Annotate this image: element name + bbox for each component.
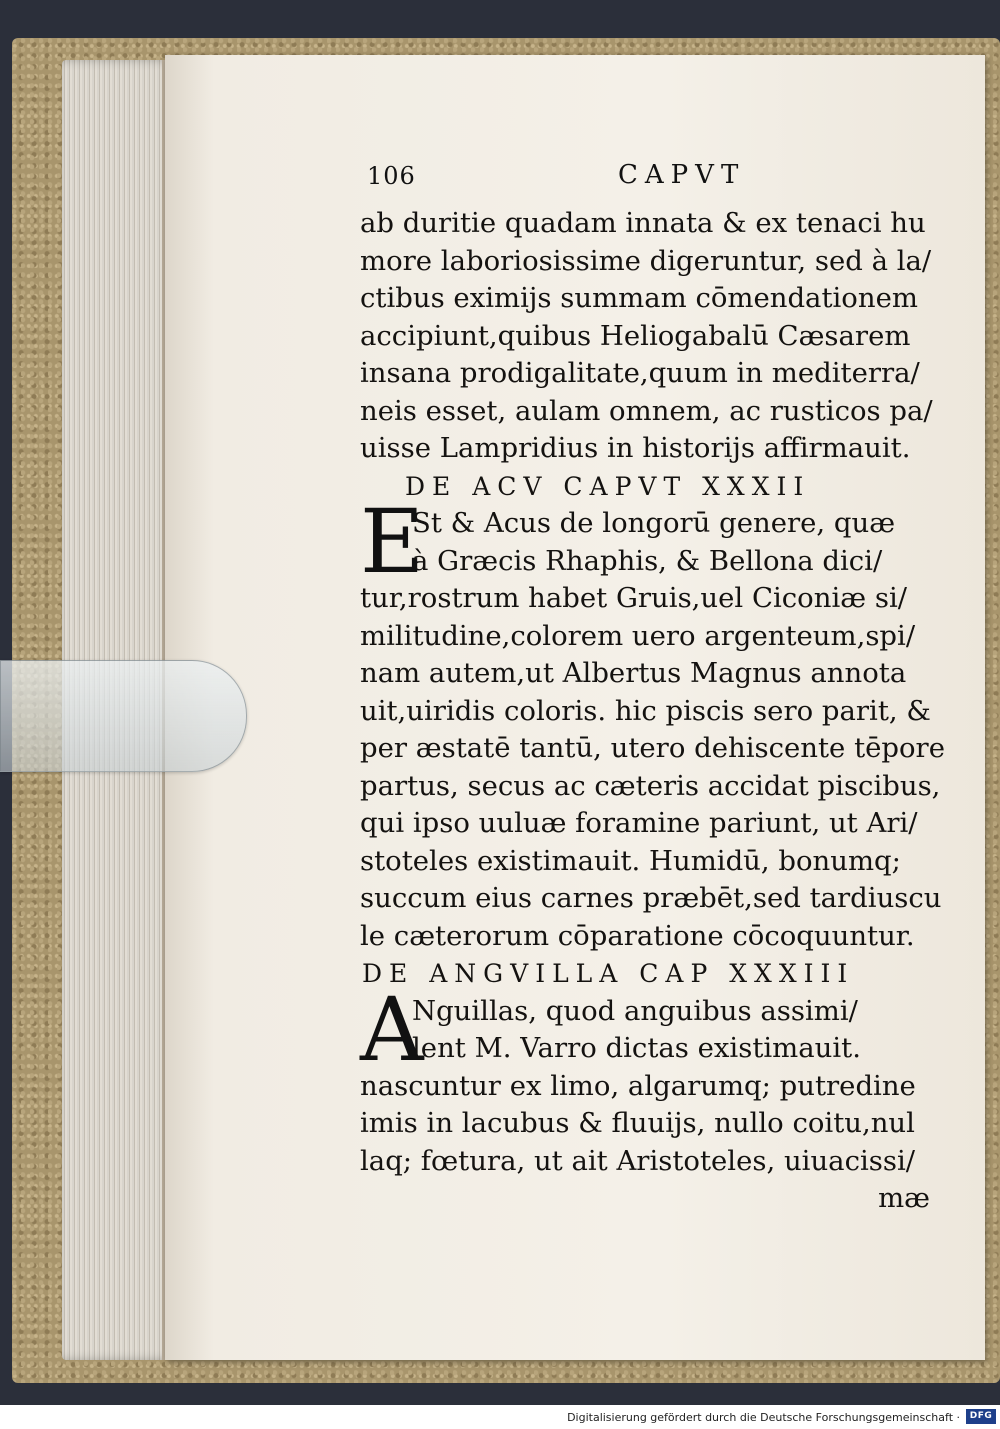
page-number: 106 (367, 162, 416, 190)
text-line: per æstatē tantū, utero dehiscente tēpore (360, 732, 945, 764)
text-line: ctibus eximijs summam cōmendationem (360, 282, 918, 314)
paragraph-3 (360, 977, 940, 1181)
text-line: partus, secus ac cæteris accidat piscibus, (360, 769, 941, 802)
text-line: more laboriosissime digeruntur, sed à la/ (360, 244, 932, 277)
chapter-heading-xxxii: DE ACV CAPVT XXXII (405, 471, 811, 501)
text-line: nam autem,ut Albertus Magnus annota (360, 657, 907, 689)
page-header (345, 160, 905, 200)
text-line: imis in lacubus & fluuijs, nullo coitu,nul (360, 1107, 915, 1139)
text-line: succum eius carnes præbēt,sed tardiuscu (360, 882, 942, 914)
text-line: uit,uiridis coloris. hic piscis sero parit, & (360, 694, 931, 727)
footer-bar (0, 1405, 1000, 1429)
funding-credit: Digitalisierung gefördert durch die Deutsche Forschungsgemeinschaft · (567, 1411, 960, 1424)
text-line: stoteles existimauit. Humidū, bonumq; (360, 844, 901, 877)
text-line: tur,rostrum habet Gruis,uel Ciconiæ si/ (360, 582, 908, 614)
bookmark-tab (0, 660, 247, 772)
drop-cap: E (360, 490, 425, 593)
paragraph-2 (360, 490, 945, 955)
text-line: St & Acus de longorū genere, quæ (412, 507, 896, 539)
chapter-heading-xxxiii: DE ANGVILLA CAP XXXIII (362, 959, 855, 988)
text-line: accipiunt,quibus Heliogabalū Cæsarem (360, 319, 911, 352)
paragraph-1 (360, 205, 940, 468)
text-block (360, 205, 945, 1218)
text-line: insana prodigalitate,quum in mediterra/ (360, 357, 920, 389)
text-line: qui ipso uuluæ foramine pariunt, ut Ari/ (360, 807, 918, 839)
catchword: mæ (878, 1182, 930, 1214)
text-line: le cæterorum cōparatione cōcoquuntur. (360, 919, 915, 952)
text-line: militudine,colorem uero argenteum,spi/ (360, 619, 916, 652)
text-line: lent M. Varro dictas existimauit. (412, 1032, 861, 1064)
dfg-logo-icon: DFG (966, 1409, 996, 1424)
text-line: neis esset, aulam omnem, ac rusticos pa/ (360, 394, 933, 427)
text-line: nascuntur ex limo, algarumq; putredine (360, 1069, 916, 1102)
running-head: CAPVT (618, 160, 746, 190)
text-line: à Græcis Rhaphis, & Bellona dici/ (412, 544, 883, 577)
drop-cap: A (360, 977, 424, 1081)
text-line: ab duritie quadam innata & ex tenaci hu (360, 207, 926, 239)
text-line: laq; fœtura, ut ait Aristoteles, uiuacissi/ (360, 1144, 916, 1177)
text-line: uisse Lampridius in historijs affirmauit. (360, 432, 911, 464)
text-line: Nguillas, quod anguibus assimi/ (412, 994, 858, 1027)
